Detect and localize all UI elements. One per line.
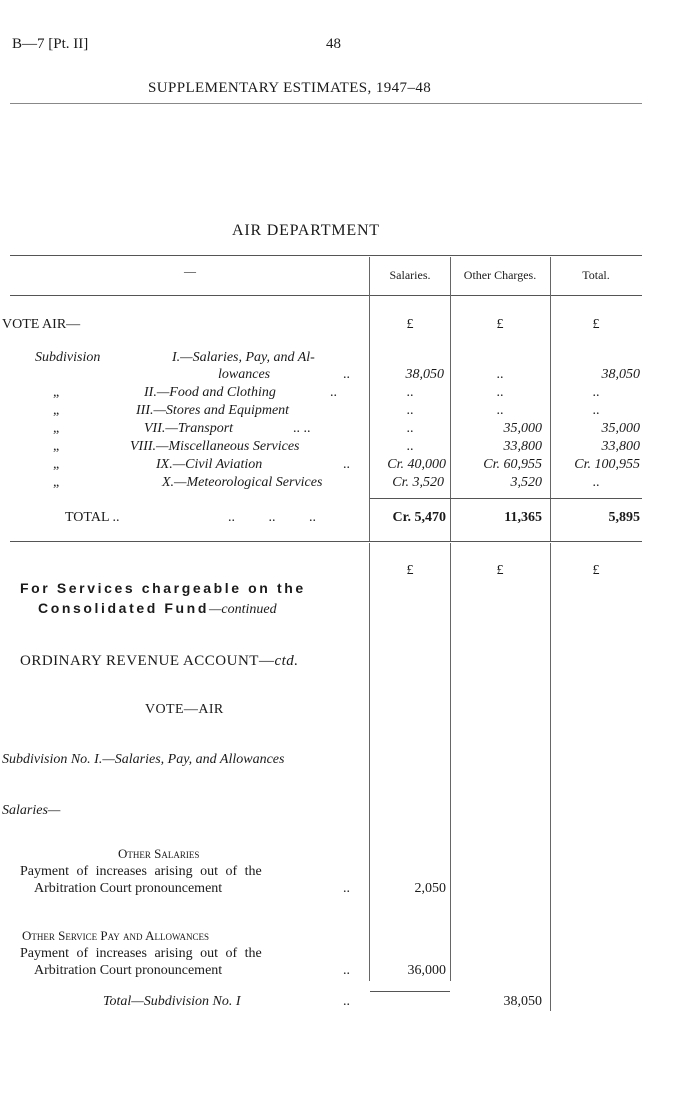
leader-dots: ..: [343, 994, 350, 1009]
salaries-value: 36,000: [407, 963, 446, 978]
salaries-currency: £: [406, 317, 414, 332]
item-description: Payment of increases arising out of the: [20, 946, 262, 961]
row-label: IX.—Civil Aviation: [156, 457, 263, 472]
total-column-header: Total.: [582, 268, 610, 282]
salaries-value: 38,050: [405, 367, 444, 382]
ditto-mark: „: [53, 457, 60, 472]
ditto-mark: „: [53, 421, 60, 436]
total-value: ..: [592, 385, 600, 400]
other-value: Cr. 60,955: [483, 457, 542, 472]
subdivision-heading: Subdivision No. I.—Salaries, Pay, and Allowances: [2, 752, 285, 767]
total-value: Cr. 100,955: [574, 457, 640, 472]
other-currency: £: [496, 563, 504, 578]
services-heading: For Services chargeable on the: [20, 580, 306, 596]
salaries-column-header: Salaries.: [389, 268, 431, 282]
salaries-value: ..: [406, 385, 414, 400]
vote-heading: VOTE—AIR: [145, 702, 224, 717]
item-description-continued: Arbitration Court pronouncement: [34, 963, 223, 978]
leader-dots: .. .. ..: [228, 510, 316, 525]
subdivision-total-label: Total—Subdivision No. I: [103, 994, 241, 1009]
header-rule: [10, 103, 642, 104]
total-other-value: 11,365: [504, 510, 542, 525]
total-currency: £: [592, 317, 600, 332]
other-service-heading: Other Service Pay and Allowances: [22, 928, 209, 943]
subdivision-label: Subdivision: [35, 350, 101, 365]
other-value: 35,000: [503, 421, 542, 436]
account-label: ORDINARY REVENUE ACCOUNT—: [20, 653, 275, 669]
row-label: X.—Meteorological Services: [162, 475, 323, 490]
total-value: 38,050: [601, 367, 640, 382]
other-value: 3,520: [510, 475, 542, 490]
other-value: ..: [496, 385, 504, 400]
total-label: TOTAL ..: [65, 510, 120, 525]
row-label-continued: lowances: [218, 367, 271, 382]
page-title: SUPPLEMENTARY ESTIMATES, 1947–48: [148, 80, 432, 96]
other-currency: £: [496, 317, 504, 332]
total-currency: £: [592, 563, 600, 578]
ditto-mark: „: [53, 385, 60, 400]
leader-dots: ..: [343, 367, 350, 382]
other-charges-column-header: Other Charges.: [463, 268, 537, 282]
leader-dots: .. ..: [293, 421, 311, 436]
services-heading-continued: [38, 600, 277, 618]
salaries-value: ..: [406, 403, 414, 418]
row-label: VIII.—Miscellaneous Services: [130, 439, 300, 454]
leader-dots: ..: [343, 881, 350, 896]
account-ctd-label: ctd.: [274, 653, 299, 669]
page-number: 48: [326, 36, 341, 52]
leader-dots: ..: [330, 385, 337, 400]
salaries-value: 2,050: [414, 881, 446, 896]
other-value: ..: [496, 403, 504, 418]
subdivision-total-value: 38,050: [503, 994, 542, 1009]
salaries-value: Cr. 40,000: [387, 457, 446, 472]
ditto-mark: „: [53, 403, 60, 418]
other-salaries-heading: Other Salaries: [118, 846, 200, 861]
total-value: 33,800: [601, 439, 640, 454]
ditto-mark: „: [53, 439, 60, 454]
ditto-mark: „: [53, 475, 60, 490]
consolidated-fund-label: Consolidated Fund: [38, 600, 209, 616]
column-header-bottom-rule: [10, 295, 642, 296]
total-value: 35,000: [601, 421, 640, 436]
total-value: ..: [592, 403, 600, 418]
column-divider: [369, 543, 370, 981]
leader-dots: ..: [343, 457, 350, 472]
total-top-rule: [370, 498, 642, 499]
column-divider: [450, 543, 451, 981]
other-value: 33,800: [503, 439, 542, 454]
salaries-heading: Salaries—: [2, 803, 61, 818]
salaries-value: ..: [406, 421, 414, 436]
subtotal-rule: [370, 991, 450, 992]
row-label: II.—Food and Clothing: [144, 385, 276, 400]
salaries-currency: £: [406, 563, 414, 578]
item-description: Payment of increases arising out of the: [20, 864, 262, 879]
blank-column-header: —: [184, 264, 196, 278]
total-value: ..: [592, 475, 600, 490]
page-ref: B—7 [Pt. II]: [12, 36, 89, 52]
row-label: I.—Salaries, Pay, and Al-: [172, 350, 315, 365]
continued-label: —continued: [208, 602, 277, 617]
leader-dots: ..: [343, 963, 350, 978]
vote-label: VOTE AIR—: [2, 317, 81, 332]
salaries-value: ..: [406, 439, 414, 454]
salaries-value: Cr. 3,520: [392, 475, 444, 490]
department-heading: AIR DEPARTMENT: [232, 222, 380, 239]
column-header-top-rule: [10, 255, 642, 256]
total-total-value: 5,895: [608, 510, 640, 525]
total-salaries-value: Cr. 5,470: [392, 510, 446, 525]
account-heading: [20, 653, 299, 670]
row-label: VII.—Transport: [144, 421, 234, 436]
row-label: III.—Stores and Equipment: [136, 403, 290, 418]
item-description-continued: Arbitration Court pronouncement: [34, 881, 223, 896]
other-value: ..: [496, 367, 504, 382]
section-divider-rule: [10, 541, 642, 542]
column-divider: [550, 543, 551, 1011]
